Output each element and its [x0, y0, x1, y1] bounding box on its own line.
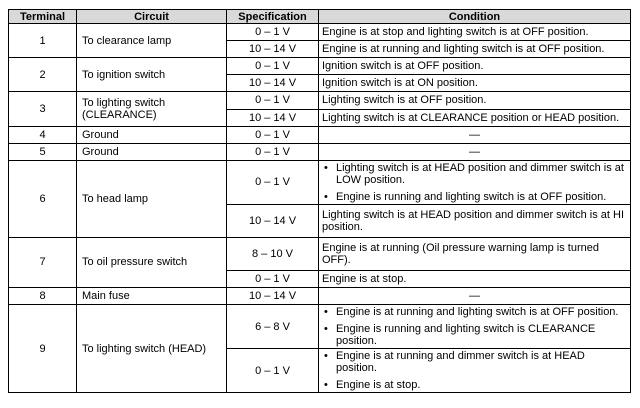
condition-cell: Engine is at stop and lighting switch is at OFF position.: [319, 24, 631, 41]
spec-cell: 0 – 1 V: [227, 24, 319, 41]
spec-cell: 0 – 1 V: [227, 143, 319, 160]
condition-bullet: • Engine is running and lighting switch is CLEARANCE position.: [322, 323, 627, 347]
spec-cell: 0 – 1 V: [227, 270, 319, 287]
spec-cell: 10 – 14 V: [227, 41, 319, 58]
circuit-cell: To lighting switch (HEAD): [77, 305, 227, 393]
terminal-cell: 1: [9, 24, 77, 58]
condition-cell: [319, 305, 631, 349]
spec-cell: 6 – 8 V: [227, 305, 319, 349]
condition-bullet: • Engine is running and lighting switch is at OFF position.: [322, 191, 627, 203]
condition-cell: —: [319, 143, 631, 160]
condition-cell: Lighting switch is at CLEARANCE position or HEAD position.: [319, 109, 631, 126]
table-row: [9, 305, 631, 349]
table-row: [9, 24, 631, 41]
condition-cell: Lighting switch is at HEAD position and dimmer switch is at HI position.: [319, 204, 631, 237]
condition-cell: Ignition switch is at ON position.: [319, 75, 631, 92]
condition-cell: Engine is at running and lighting switch is at OFF position.: [319, 41, 631, 58]
header-circuit: Circuit: [77, 10, 227, 24]
condition-bullet: • Engine is at stop.: [322, 379, 627, 391]
terminal-cell: 5: [9, 143, 77, 160]
terminal-cell: 3: [9, 92, 77, 126]
table-row: [9, 126, 631, 143]
table-row: [9, 92, 631, 109]
header-row: [9, 10, 631, 24]
header-terminal: Terminal: [9, 10, 77, 24]
condition-cell: —: [319, 287, 631, 304]
condition-bullet-list: [322, 350, 627, 391]
spec-cell: 10 – 14 V: [227, 287, 319, 304]
table-row: [9, 237, 631, 270]
condition-cell: Lighting switch is at OFF position.: [319, 92, 631, 109]
condition-bullet: • Engine is at running and lighting switch is at OFF position.: [322, 306, 627, 318]
circuit-cell: To ignition switch: [77, 58, 227, 92]
circuit-cell: Main fuse: [77, 287, 227, 304]
spec-cell: 0 – 1 V: [227, 349, 319, 393]
condition-bullet: • Engine is at running and dimmer switch is at HEAD position.: [322, 350, 627, 374]
spec-cell: 0 – 1 V: [227, 160, 319, 204]
condition-cell: Engine is at stop.: [319, 270, 631, 287]
header-condition: Condition: [319, 10, 631, 24]
circuit-cell: To clearance lamp: [77, 24, 227, 58]
circuit-cell: Ground: [77, 126, 227, 143]
table-row: [9, 287, 631, 304]
spec-cell: 0 – 1 V: [227, 126, 319, 143]
spec-cell: 10 – 14 V: [227, 204, 319, 237]
condition-cell: [319, 160, 631, 204]
condition-bullet: • Lighting switch is at HEAD position and dimmer switch is at LOW position.: [322, 162, 627, 186]
terminal-cell: 8: [9, 287, 77, 304]
table-row: [9, 160, 631, 204]
condition-cell: —: [319, 126, 631, 143]
condition-cell: [319, 349, 631, 393]
terminal-cell: 9: [9, 305, 77, 393]
spec-cell: 8 – 10 V: [227, 237, 319, 270]
spec-cell: 0 – 1 V: [227, 58, 319, 75]
condition-bullet-list: [322, 162, 627, 203]
table-row: [9, 58, 631, 75]
spec-cell: 10 – 14 V: [227, 109, 319, 126]
circuit-cell: To head lamp: [77, 160, 227, 237]
spec-cell: 0 – 1 V: [227, 92, 319, 109]
condition-cell: Engine is at running (Oil pressure warning lamp is turned OFF).: [319, 237, 631, 270]
circuit-cell: To lighting switch (CLEARANCE): [77, 92, 227, 126]
terminal-spec-table: [8, 9, 631, 393]
circuit-cell: To oil pressure switch: [77, 237, 227, 287]
terminal-cell: 2: [9, 58, 77, 92]
terminal-cell: 6: [9, 160, 77, 237]
terminal-cell: 7: [9, 237, 77, 287]
circuit-cell: Ground: [77, 143, 227, 160]
spec-cell: 10 – 14 V: [227, 75, 319, 92]
condition-cell: Ignition switch is at OFF position.: [319, 58, 631, 75]
header-specification: Specification: [227, 10, 319, 24]
condition-bullet-list: [322, 306, 627, 347]
terminal-cell: 4: [9, 126, 77, 143]
table-row: [9, 143, 631, 160]
